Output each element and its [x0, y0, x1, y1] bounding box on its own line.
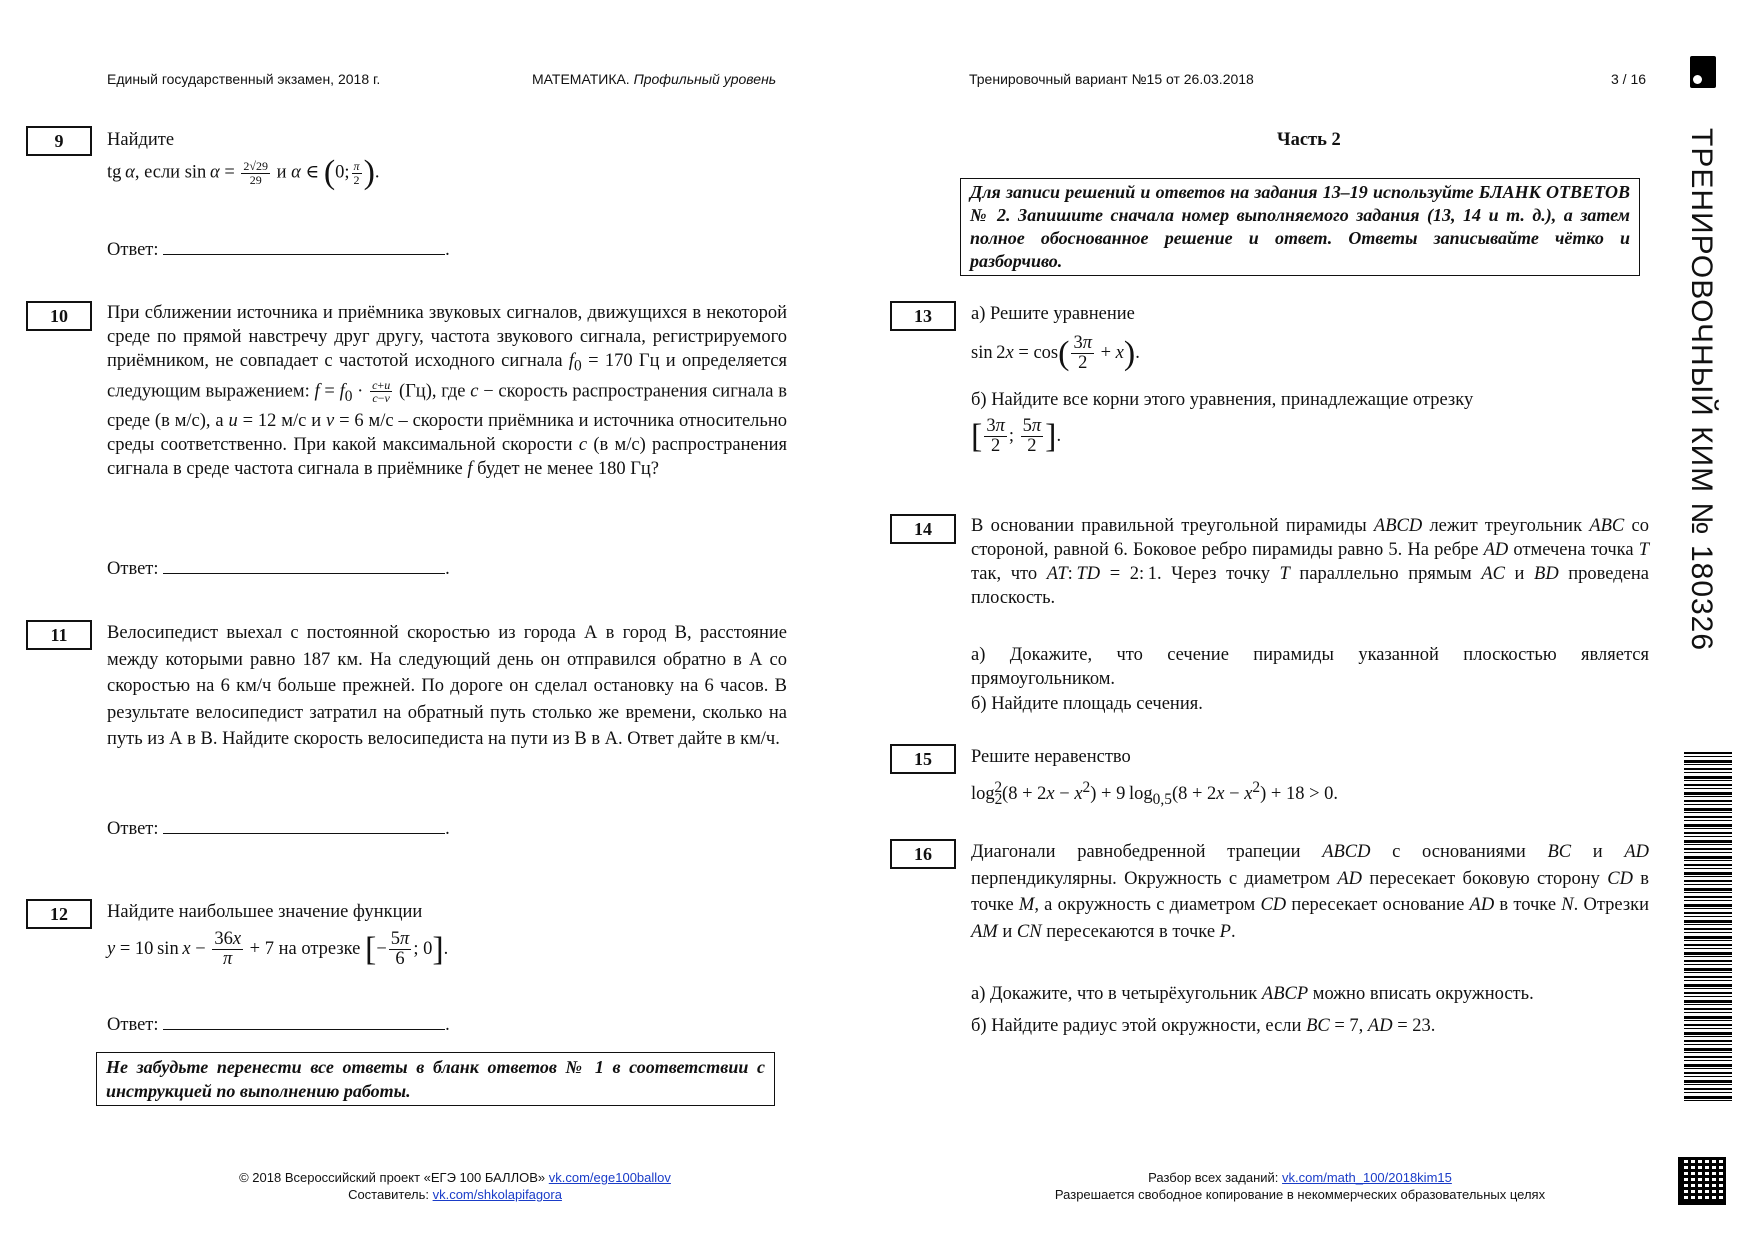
task-10-answer: Ответ: .: [107, 555, 450, 581]
task-12-formula: y = 10 sin x − $\frac{36x}{\pi}$ + 7 на отрезке [− $\frac{5\pi}{6}$ ; 0].: [107, 929, 449, 970]
task-13-interval: [ $\frac{3\pi}{2}$ ; $\frac{5\pi}{2}$ ].: [971, 416, 1062, 457]
task-9-title: Найдите: [107, 130, 175, 150]
footer-copyright: © 2018 Всероссийский проект «ЕГЭ 100 БАЛЛОВ»: [239, 1170, 546, 1185]
task-9-answer-line: [163, 236, 445, 255]
task-15-formula: $\log_2^2(8 + 2x - x^2) + 9$ $\log_{0,5}(8 + 2x - x^2) + 18 > 0$.: [971, 779, 1339, 808]
header-page-number: 3 / 16: [1611, 71, 1647, 87]
answer-label: Ответ:: [107, 559, 159, 579]
header-subject-name: МАТЕМАТИКА.: [532, 71, 630, 87]
task-14-part-b: б) Найдите площадь сечения.: [971, 694, 1203, 714]
task-9-number: 9: [26, 126, 92, 156]
footer-right: [1000, 1169, 1600, 1203]
task-16-text: Диагонали равнобедренной трапеции ABCD с основаниями BC и AD перпендикулярны. Окружность с диаметром AD пересекает боковую сторону CD в точке M, а окружность с диаметром CD пересекает основание AD в точке N. Отрезки AM и CN пересекаются в точке P.: [971, 842, 1650, 942]
footer-copyright-link[interactable]: vk.com/ege100ballov: [548, 1170, 671, 1185]
task-11-answer: Ответ: .: [107, 815, 450, 841]
task-16-part-a: а) Докажите, что в четырёхугольник ABCP можно вписать окружность.: [971, 984, 1534, 1004]
footer-left: [170, 1169, 740, 1203]
task-10-number: 10: [26, 301, 92, 331]
task-9-answer: Ответ: .: [107, 236, 450, 262]
task-13-number: 13: [890, 301, 956, 331]
task-16-part-b: б) Найдите радиус этой окружности, если BC = 7, AD = 23.: [971, 1016, 1436, 1036]
task-11-number: 11: [26, 620, 92, 650]
answer-label: Ответ:: [107, 240, 159, 260]
header-level: Профильный уровень: [633, 71, 777, 87]
footer-author: Составитель:: [348, 1187, 429, 1202]
task-12-answer: Ответ: .: [107, 1011, 450, 1037]
reminder-box: Не забудьте перенести все ответы в бланк ответов № 1 в соответствии с инструкцией по выполнению работы.: [96, 1052, 775, 1106]
task-12-answer-line: [163, 1011, 445, 1030]
header-exam: Единый государственный экзамен, 2018 г.: [107, 71, 381, 87]
task-12-title: Найдите наибольшее значение функции: [107, 902, 423, 922]
answer-label: Ответ:: [107, 1015, 159, 1035]
task-16-number: 16: [890, 839, 956, 869]
task-13-part-b: б) Найдите все корни этого уравнения, принадлежащие отрезку: [971, 390, 1474, 410]
task-14-text: В основании правильной треугольной пирамиды ABCD лежит треугольник ABC со стороной, равной 6. Боковое ребро пирамиды равно 5. На ребре AD отмечена точка T так, что AT: TD = 2: 1. Через точку T параллельно прямым AC и BD проведена плоскость.: [971, 516, 1650, 608]
footer-author-link[interactable]: vk.com/shkolapifagora: [432, 1187, 562, 1202]
side-title: ТРЕНИРОВОЧНЫЙ КИМ № 180326: [1685, 128, 1718, 652]
task-10-answer-line: [163, 555, 445, 574]
footer-analysis-link[interactable]: vk.com/math_100/2018kim15: [1282, 1170, 1452, 1185]
task-13-formula: sin 2x = cos( $\frac{3\pi}{2}$ + x).: [971, 333, 1140, 374]
task-13-part-a: а) Решите уравнение: [971, 304, 1135, 324]
header-subject: [532, 71, 776, 87]
qr-code-icon: [1678, 1157, 1726, 1205]
footer-license: Разрешается свободное копирование в некоммерческих образовательных целях: [1054, 1187, 1546, 1202]
task-11-answer-line: [163, 815, 445, 834]
task-14-part-a: а) Докажите, что сечение пирамиды указанной плоскостью является прямоугольником.: [971, 645, 1649, 689]
task-12-number: 12: [26, 899, 92, 929]
task-10-text: При сближении источника и приёмника звуковых сигналов, движущихся в некоторой среде по прямой навстречу друг другу, частота звукового сигнала, регистрируемого приёмником, не совпадает с частотой исходного сигнала $f_0 = 170$ Гц и определяется следующим выражением: $f = f_0$ · $\frac{c+u}{c-v}$ (Гц), где c − скорость распространения сигнала в среде (в м/с), а u = 12 м/с и v = 6 м/с – скорости приёмника и источника относительно среды соответственно. При какой максимальной скорости c (в м/с) распространения сигнала в среде частота сигнала в приёмнике f будет не менее 180 Гц?: [107, 303, 788, 479]
task-15-title: Решите неравенство: [971, 747, 1131, 767]
task-15-number: 15: [890, 744, 956, 774]
part2-instruction-box: Для записи решений и ответов на задания 13–19 используйте БЛАНК ОТВЕТОВ № 2. Запишите сначала номер выполняемого задания (13, 14 и т. д.), а затем полное обоснованное решение и ответ. Ответы записывайте чётко и разборчиво.: [960, 178, 1640, 276]
header-variant: Тренировочный вариант №15 от 26.03.2018: [969, 71, 1254, 87]
barcode-icon: [1684, 752, 1732, 1102]
answer-label: Ответ:: [107, 819, 159, 839]
task-14-number: 14: [890, 514, 956, 544]
task-11-text: Велосипедист выехал с постоянной скоростью из города А в город В, расстояние между которыми равно 187 км. На следующий день он отправился обратно в А со скоростью на 6 км/ч больше прежней. По дороге он сделал остановку на 6 часов. В результате велосипедист затратил на обратный путь столько же времени, сколько на путь из А в В. Найдите скорость велосипедиста на пути из В в А. Ответ дайте в км/ч.: [107, 623, 787, 749]
corner-marker-icon: [1690, 56, 1716, 88]
task-9-formula: tg α, если sin α = $\frac{2√29}{29}$ и α ∈ (0; $\frac{\pi}{2}$ ).: [107, 154, 380, 192]
footer-analysis: Разбор всех заданий:: [1148, 1170, 1279, 1185]
part2-title: Часть 2: [1277, 130, 1341, 150]
